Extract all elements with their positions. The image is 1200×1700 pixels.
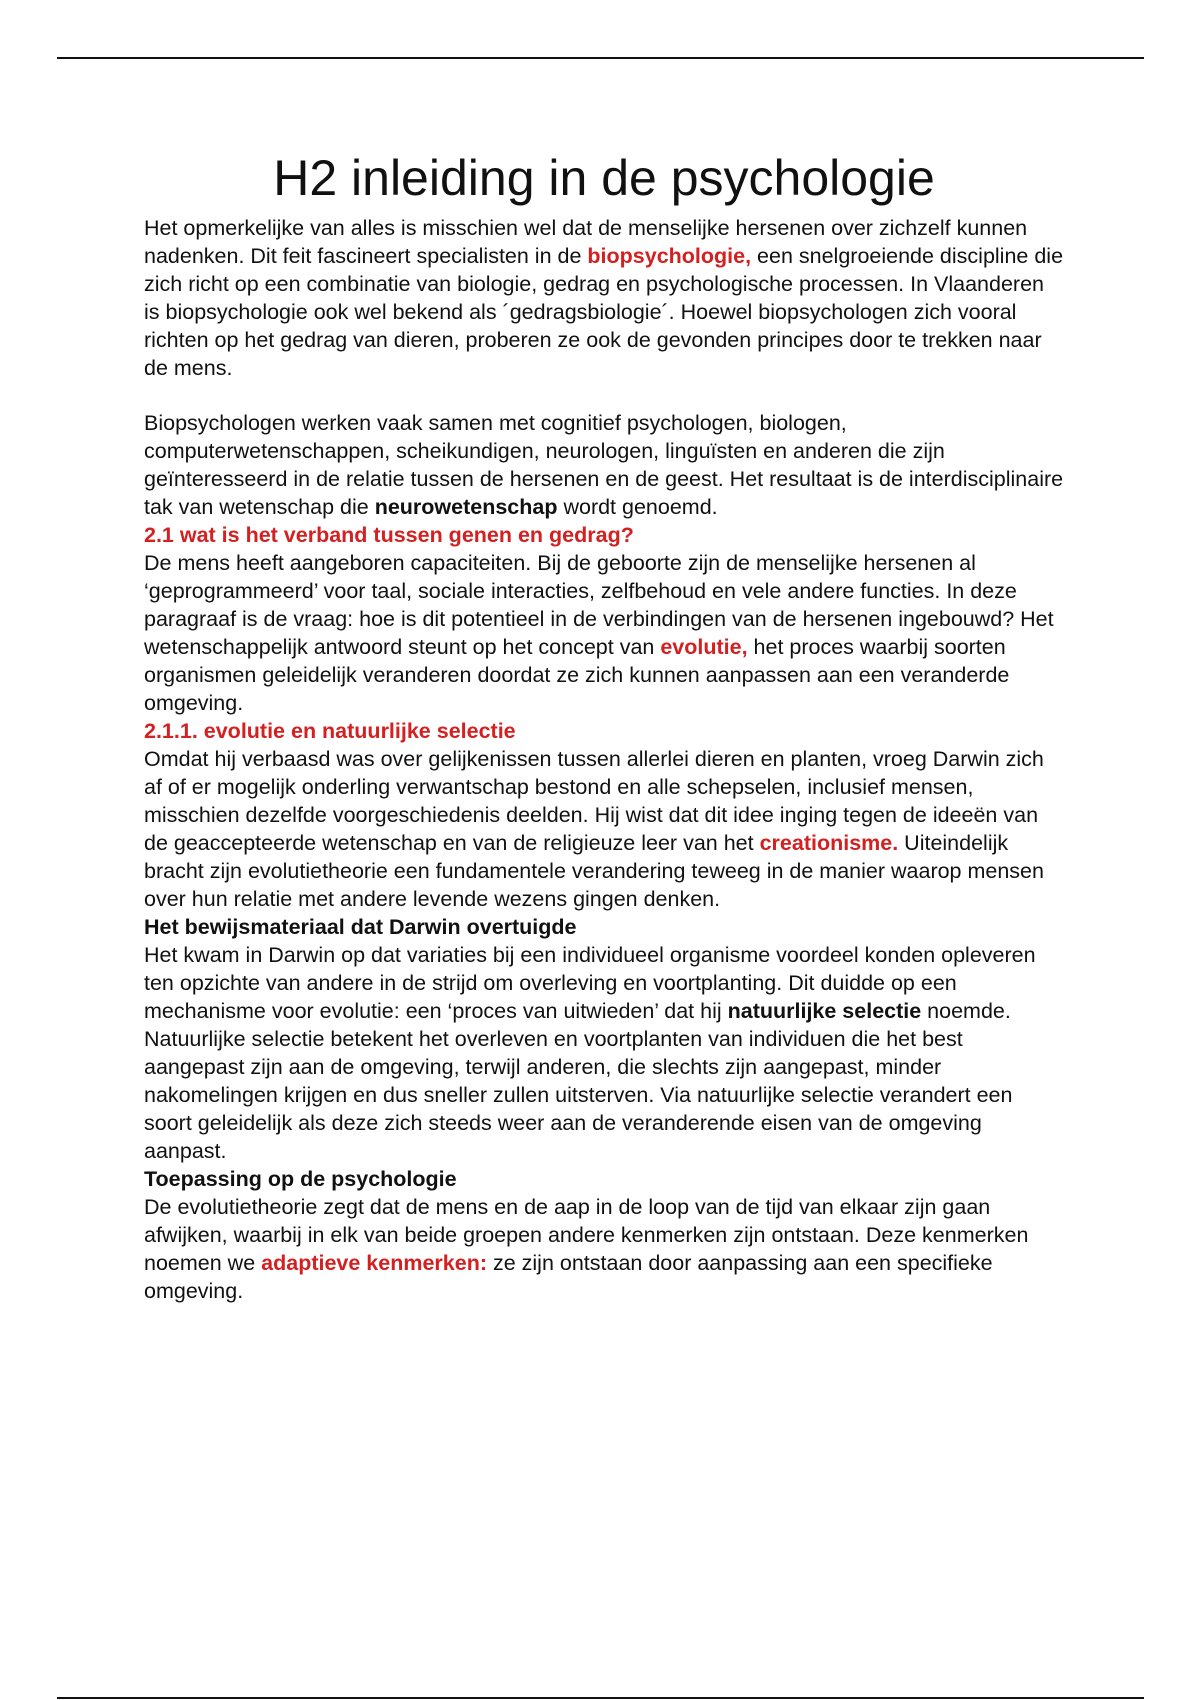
text-run: Het kwam in Darwin op dat variaties bij een individueel organisme voordeel konden opleveren ten opzichte van andere in de strijd om overleving en voortplanting. Dit duidde op een mechanisme voor evolutie: een ‘proces van uitwieden’ dat hij — [144, 943, 1036, 1023]
document-body — [144, 150, 1064, 1305]
term-evolutie: evolutie, — [660, 635, 748, 659]
subheading-toepassing: Toepassing op de psychologie — [144, 1167, 457, 1191]
text-run: De mens heeft aangeboren capaciteiten. Bij de geboorte zijn de menselijke hersenen al ‘geprogrammeerd’ voor taal, sociale interacties, zelfbehoud en vele andere functies. In deze paragraaf is de vraag: hoe is dit potentieel in de verbindingen van de hersenen ingebouwd? Het wetenschappelijk antwoord steunt op het concept van — [144, 551, 1054, 659]
paragraph-neurowetenschap — [144, 409, 1064, 521]
term-creationisme: creationisme. — [759, 831, 899, 855]
text-run: Biopsychologen werken vaak samen met cognitief psychologen, biologen, computerwetenschappen, scheikundigen, neurologen, linguïsten en anderen die zijn geïnteresseerd in de relatie tussen de hersenen en de geest. Het resultaat is de interdisciplinaire tak van wetenschap die — [144, 411, 1064, 519]
page-title: H2 inleiding in de psychologie — [273, 150, 935, 206]
text-run: Uiteindelijk bracht zijn evolutietheorie een fundamentele verandering teweeg in de manier waarop mensen over hun relatie met andere levende wezens gingen denken. — [144, 831, 1044, 911]
text-run: ze zijn ontstaan door aanpassing aan een specifieke omgeving. — [144, 1251, 993, 1303]
top-rule — [57, 57, 1144, 59]
text-run: wordt genoemd. — [557, 495, 718, 519]
paragraph-intro — [144, 214, 1064, 382]
term-neurowetenschap: neurowetenschap — [374, 495, 558, 519]
text-run: een snelgroeiende discipline die zich richt op een combinatie van biologie, gedrag en psychologische processen. In Vlaanderen is biopsychologie ook wel bekend als ´gedragsbiologie´. Hoewel biopsychologen zich vooral richten op het gedrag van dieren, proberen ze ook de gevonden principes door te trekken naar de mens. — [144, 244, 1064, 380]
text-run: Het opmerkelijke van alles is misschien wel dat de menselijke hersenen over zichzelf kunnen nadenken. Dit feit fascineert specialisten in de — [144, 216, 1028, 268]
text-run: Omdat hij verbaasd was over gelijkenissen tussen allerlei dieren en planten, vroeg Darwin zich af of er mogelijk onderling verwantschap bestond en alle schepselen, inclusief mensen, misschien dezelfde voorgeschiedenis deelden. Hij wist dat dit idee inging tegen de ideeën van de geaccepteerde wetenschap en van de religieuze leer van het — [144, 747, 1044, 855]
term-biopsychologie: biopsychologie, — [587, 244, 752, 268]
subheading-bewijsmateriaal: Het bewijsmateriaal dat Darwin overtuigde — [144, 915, 577, 939]
paragraph-natuurlijke-selectie — [144, 941, 1064, 1165]
text-run: De evolutietheorie zegt dat de mens en de aap in de loop van de tijd van elkaar zijn gaan afwijken, waarbij in elk van beide groepen andere kenmerken zijn ontstaan. Deze kenmerken noemen we — [144, 1195, 1029, 1275]
paragraph-genen-gedrag — [144, 549, 1064, 717]
section-heading-2-1: 2.1 wat is het verband tussen genen en gedrag? — [144, 523, 634, 547]
paragraph-darwin — [144, 745, 1064, 913]
paragraph-toepassing — [144, 1193, 1064, 1305]
text-run: het proces waarbij soorten organismen geleidelijk veranderen doordat ze zich kunnen aanpassen aan een veranderde omgeving. — [144, 635, 1010, 715]
text-run: noemde. Natuurlijke selectie betekent het overleven en voortplanten van individuen die het best aangepast zijn aan de omgeving, terwijl anderen, die slechts zijn aangepast, minder nakomelingen krijgen en dus sneller zullen uitsterven. Via natuurlijke selectie verandert een soort geleidelijk als deze zich steeds weer aan de veranderende eisen van de omgeving aanpast. — [144, 999, 1013, 1163]
term-natuurlijke-selectie: natuurlijke selectie — [727, 999, 922, 1023]
bottom-rule — [57, 1697, 1144, 1699]
term-adaptieve-kenmerken: adaptieve kenmerken: — [261, 1251, 487, 1275]
section-heading-2-1-1: 2.1.1. evolutie en natuurlijke selectie — [144, 719, 516, 743]
